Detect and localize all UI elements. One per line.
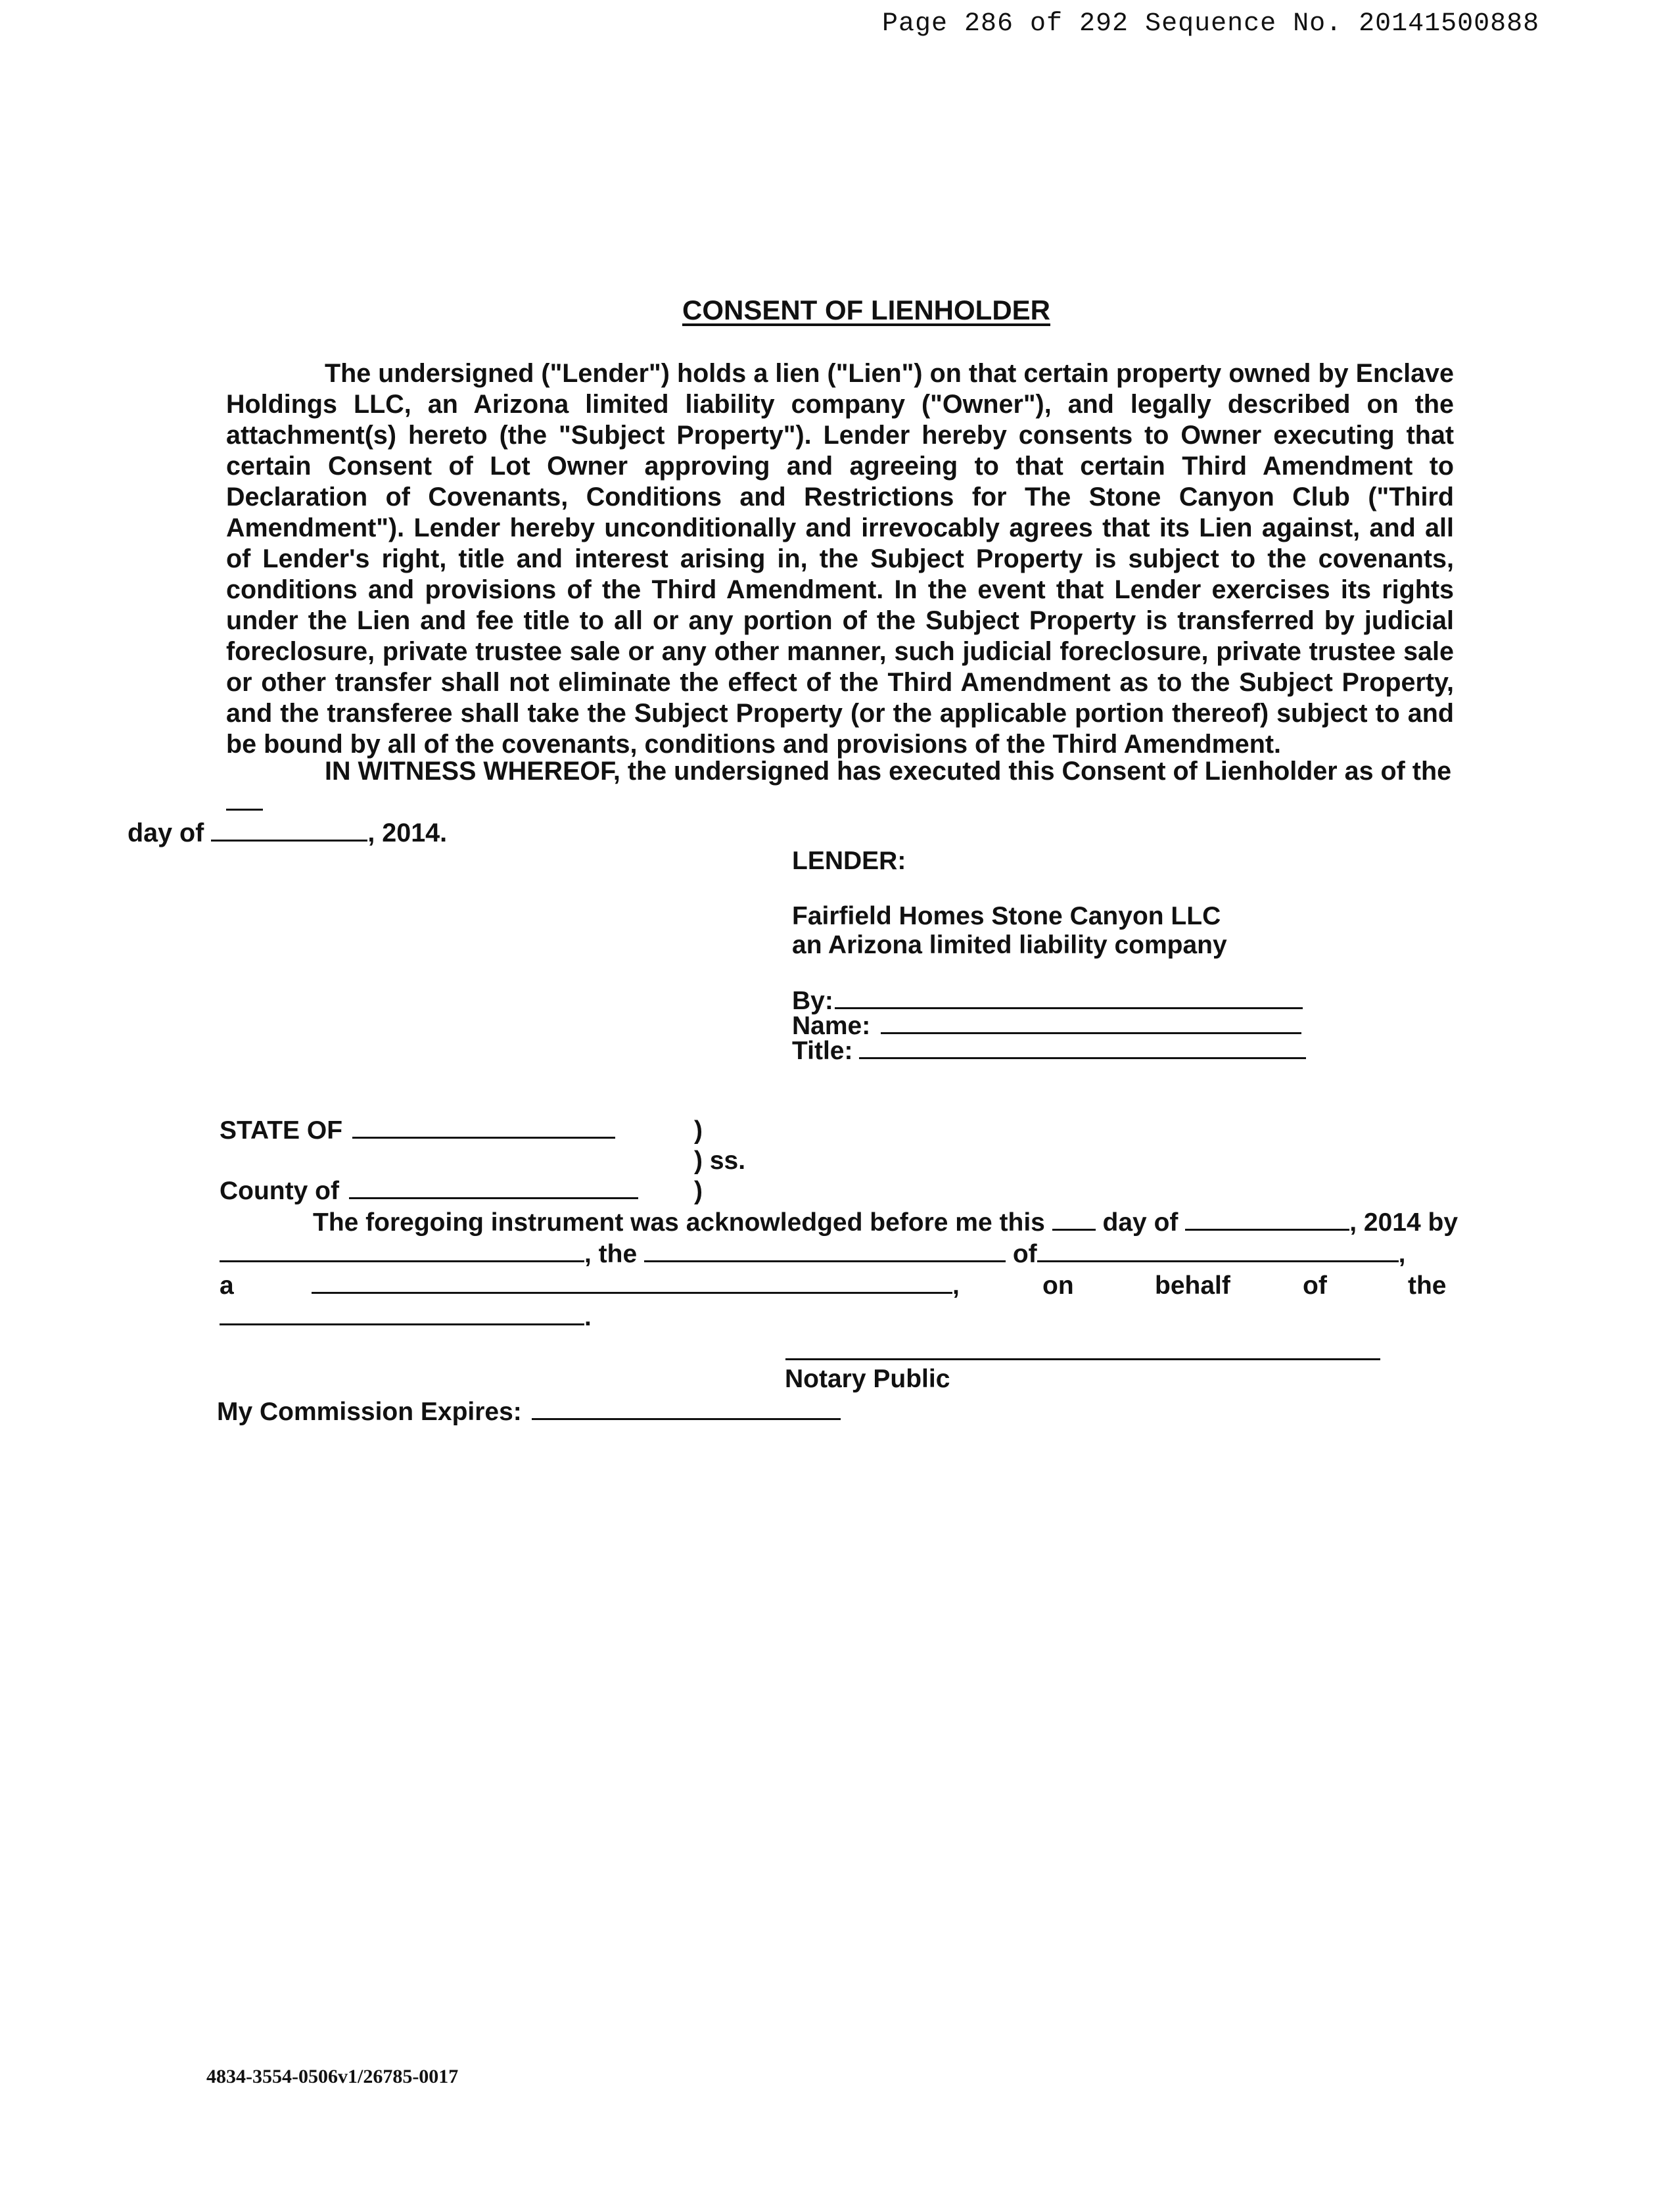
ack-entity-blank[interactable] xyxy=(1037,1241,1399,1262)
county-label: County of xyxy=(220,1177,339,1205)
witness-text-2: day of xyxy=(128,819,204,847)
the2-label: the xyxy=(1408,1271,1447,1300)
lender-company: Fairfield Homes Stone Canyon LLC xyxy=(792,902,1221,930)
name-blank[interactable] xyxy=(881,1012,1301,1034)
county-row xyxy=(220,1177,638,1206)
ack-month-blank[interactable] xyxy=(1185,1209,1349,1231)
title-label: Title: xyxy=(792,1037,853,1065)
ack-text-1: The foregoing instrument was acknowledged before me this xyxy=(313,1208,1045,1237)
ack-day-blank[interactable] xyxy=(1052,1209,1096,1231)
state-row xyxy=(220,1116,615,1145)
commission-row xyxy=(217,1398,841,1427)
name-label: Name: xyxy=(792,1012,871,1040)
comma-2: , xyxy=(952,1271,960,1300)
ack-office-blank[interactable] xyxy=(644,1241,1006,1262)
a-row-blank-wrap xyxy=(312,1271,960,1300)
by-signature-blank[interactable] xyxy=(835,987,1303,1009)
paren-1: ) xyxy=(694,1116,703,1145)
a-label: a xyxy=(220,1271,234,1300)
ack-entity-type-blank[interactable] xyxy=(312,1272,952,1294)
behalf-row xyxy=(220,1303,592,1332)
ack-behalf-blank[interactable] xyxy=(220,1304,584,1325)
by-line xyxy=(792,987,1306,1015)
commission-label: My Commission Expires: xyxy=(217,1398,522,1426)
name-line xyxy=(792,1012,1306,1040)
witness-month-blank[interactable] xyxy=(211,820,367,842)
notary-public-label: Notary Public xyxy=(785,1365,950,1393)
document-title-text: CONSENT OF LIENHOLDER xyxy=(682,295,1050,325)
state-label: STATE OF xyxy=(220,1116,343,1145)
document-code: 4834-3554-0506v1/26785-0017 xyxy=(206,2066,459,2087)
ack-name-row xyxy=(220,1240,1406,1269)
state-blank[interactable] xyxy=(352,1117,615,1139)
of2-label: of xyxy=(1303,1271,1327,1300)
lender-signature-block xyxy=(792,847,1306,1065)
page-header: Page 286 of 292 Sequence No. 20141500888 xyxy=(882,9,1540,39)
paren-3: ) xyxy=(694,1177,703,1205)
by-label: By: xyxy=(792,987,833,1015)
ss-label: ) ss. xyxy=(694,1147,746,1175)
period: . xyxy=(584,1303,592,1331)
consent-paragraph: The undersigned ("Lender") holds a lien ("Lien") on that certain property owned by Enclave Holdings LLC, an Arizona limited liability company ("Owner"), and legally described on the attachment(s) hereto (the "Subject Property"). Lender hereby consents to Owner executing that certain Consent of Lot Owner approving and agreeing to that certain Third Amendment to Declaration of Covenants, Conditions and Restrictions for The Stone Canyon Club ("Third Amendment"). Lender hereby unconditionally and irrevocably agrees that its Lien against, and all of Lender's right, title and interest arising in, the Subject Property is subject to the covenants, conditions and provisions of the Third Amendment. In the event that Lender exercises its rights under the Lien and fee title to all or any portion of the Subject Property is transferred by judicial foreclosure, private trustee sale or any other manner, such judicial foreclosure, private trustee sale or other transfer shall not eliminate the effect of the Third Amendment as to the Subject Property, and the transferee shall take the Subject Property (or the applicable portion thereof) subject to and be bound by all of the covenants, conditions and provisions of the Third Amendment. xyxy=(226,359,1454,759)
lender-company-desc: an Arizona limited liability company xyxy=(792,931,1227,959)
notary-signature-line[interactable] xyxy=(785,1358,1380,1360)
witness-text-3: , 2014. xyxy=(367,819,448,847)
ack-person-blank[interactable] xyxy=(220,1241,584,1262)
lender-heading: LENDER: xyxy=(792,847,906,875)
title-blank[interactable] xyxy=(859,1037,1306,1059)
the-label: , the xyxy=(584,1240,638,1268)
of-label: of xyxy=(1012,1240,1037,1268)
behalf-label: behalf xyxy=(1155,1271,1230,1300)
ack-row xyxy=(313,1208,1458,1237)
witness-day-blank[interactable] xyxy=(226,789,263,811)
witness-text-1: IN WITNESS WHEREOF, the undersigned has executed this Consent of Lienholder as of the xyxy=(325,757,1452,786)
title-line xyxy=(792,1037,1306,1065)
ack-text-3: , 2014 by xyxy=(1349,1208,1458,1237)
commission-blank[interactable] xyxy=(532,1398,841,1420)
on-label: on xyxy=(1042,1271,1074,1300)
comma: , xyxy=(1398,1240,1406,1268)
ack-text-2: day of xyxy=(1102,1208,1178,1237)
county-blank[interactable] xyxy=(349,1177,638,1199)
document-title xyxy=(0,295,1680,326)
witness-paragraph xyxy=(128,756,1454,849)
